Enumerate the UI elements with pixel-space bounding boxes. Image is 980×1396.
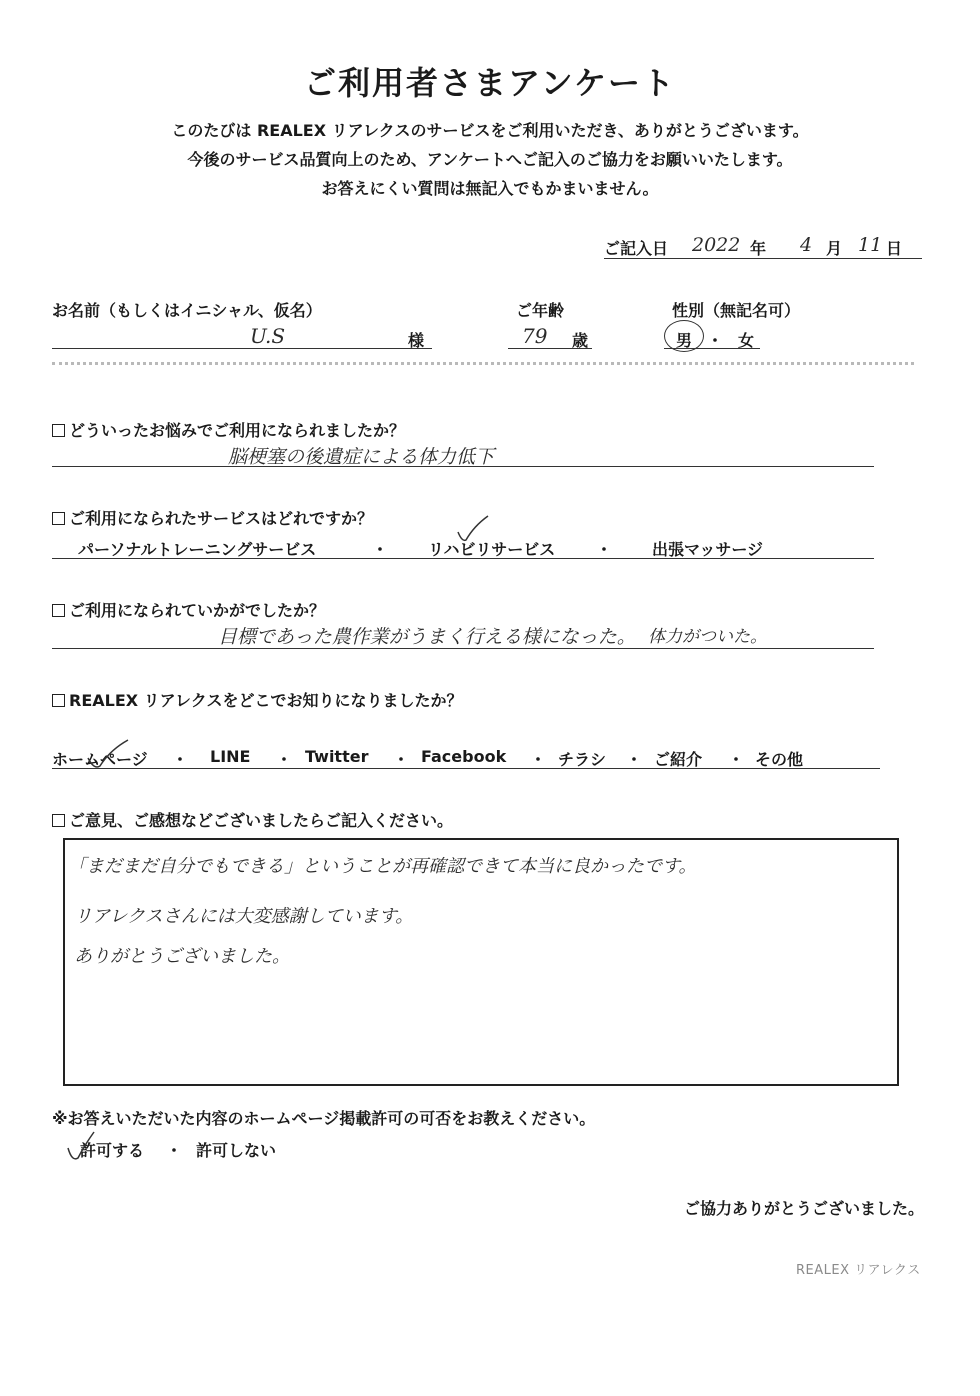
q2-underline bbox=[52, 558, 874, 559]
q3-underline bbox=[52, 648, 874, 649]
q2-separator: ・ bbox=[596, 540, 613, 559]
q4-option-other[interactable]: その他 bbox=[755, 750, 804, 769]
date-day-value[interactable]: 11 bbox=[858, 234, 883, 256]
thanks-message: ご協力ありがとうございました。 bbox=[684, 1199, 925, 1218]
age-underline bbox=[508, 348, 592, 349]
comment-line-3: ありがとうございました。 bbox=[74, 946, 290, 967]
checkbox-icon bbox=[52, 604, 65, 617]
name-suffix: 様 bbox=[408, 331, 425, 350]
q4-separator: ・ bbox=[393, 750, 410, 769]
intro-line-1: このたびは REALEX リアレクスのサービスをご利用いただき、ありがとうございます。 bbox=[171, 121, 809, 140]
q4-selected-checkmark bbox=[84, 736, 132, 772]
q2-option-personal-training[interactable]: パーソナルトレーニングサービス bbox=[78, 540, 317, 559]
q4-option-homepage[interactable]: ホームページ bbox=[52, 750, 148, 769]
permission-option-allow[interactable]: 許可する bbox=[80, 1141, 145, 1160]
q3-answer-1[interactable]: 目標であった農作業がうまく行える様になった。 bbox=[218, 626, 636, 648]
survey-title: ご利用者さまアンケート bbox=[303, 64, 677, 102]
gender-option-female[interactable]: 女 bbox=[738, 331, 755, 350]
q1-answer[interactable]: 脳梗塞の後遺症による体力低下 bbox=[228, 446, 495, 468]
q2-option-massage[interactable]: 出張マッサージ bbox=[652, 540, 764, 559]
age-unit: 歳 bbox=[572, 331, 589, 350]
date-year-unit: 年 bbox=[750, 239, 767, 258]
date-underline bbox=[604, 258, 922, 259]
q4-separator: ・ bbox=[530, 750, 547, 769]
intro-line-2: 今後のサービス品質向上のため、アンケートへご記入のご協力をお願いいたします。 bbox=[187, 150, 793, 169]
q3-answer-2[interactable]: 体力がついた。 bbox=[648, 627, 767, 647]
date-year-value[interactable]: 2022 bbox=[692, 234, 741, 256]
q5-question: ご意見、ご感想などございましたらご記入ください。 bbox=[52, 808, 453, 831]
q4-option-flyer[interactable]: チラシ bbox=[558, 750, 607, 769]
q2-separator: ・ bbox=[372, 540, 389, 559]
q1-question: どういったお悩みでご利用になられましたか？ bbox=[52, 418, 405, 441]
checkbox-icon bbox=[52, 694, 65, 707]
q4-separator: ・ bbox=[626, 750, 643, 769]
q4-option-twitter[interactable]: Twitter bbox=[305, 747, 369, 766]
q4-question: REALEX リアレクスをどこでお知りになりましたか？ bbox=[52, 688, 463, 711]
gender-separator: ・ bbox=[707, 331, 724, 350]
gender-underline bbox=[664, 348, 760, 349]
q2-question: ご利用になられたサービスはどれですか？ bbox=[52, 506, 373, 529]
q4-underline bbox=[52, 768, 880, 769]
q4-option-line[interactable]: LINE bbox=[210, 747, 251, 766]
q4-option-facebook[interactable]: Facebook bbox=[421, 747, 507, 766]
q1-underline bbox=[52, 466, 874, 467]
date-day-unit: 日 bbox=[886, 239, 903, 258]
gender-label: 性別（無記名可） bbox=[672, 301, 801, 320]
section-divider bbox=[52, 362, 914, 365]
permission-option-deny[interactable]: 許可しない bbox=[196, 1141, 277, 1160]
name-underline bbox=[52, 348, 432, 349]
comment-line-1: 「まだまだ自分でもできる」ということが再確認できて本当に良かったです。 bbox=[68, 856, 697, 877]
date-month-value[interactable]: 4 bbox=[800, 234, 813, 256]
q4-separator: ・ bbox=[728, 750, 745, 769]
gender-option-male[interactable]: 男 bbox=[676, 331, 693, 350]
intro-line-3: お答えにくい質問は無記入でもかまいません。 bbox=[321, 179, 659, 198]
checkbox-icon bbox=[52, 424, 65, 437]
comment-line-2: リアレクスさんには大変感謝しています。 bbox=[74, 906, 414, 927]
permission-separator: ・ bbox=[166, 1141, 183, 1160]
q2-selected-checkmark bbox=[452, 512, 492, 548]
q4-separator: ・ bbox=[276, 750, 293, 769]
age-value[interactable]: 79 bbox=[522, 324, 548, 348]
checkbox-icon bbox=[52, 512, 65, 525]
name-value[interactable]: U.S bbox=[250, 324, 286, 348]
footer-brand: REALEX リアレクス bbox=[796, 1263, 921, 1278]
permission-selected-checkmark bbox=[64, 1128, 98, 1166]
q4-separator: ・ bbox=[172, 750, 189, 769]
q2-option-rehabilitation[interactable]: リハビリサービス bbox=[428, 540, 556, 559]
q4-option-referral[interactable]: ご紹介 bbox=[654, 750, 703, 769]
permission-question: ※お答えいただいた内容のホームページ掲載許可の可否をお教えください。 bbox=[52, 1109, 596, 1128]
checkbox-icon bbox=[52, 814, 65, 827]
name-label: お名前（もしくはイニシャル、仮名） bbox=[52, 301, 322, 320]
date-label: ご記入日 bbox=[604, 239, 669, 258]
q3-question: ご利用になられていかがでしたか？ bbox=[52, 598, 325, 621]
date-month-unit: 月 bbox=[826, 239, 843, 258]
age-label: ご年齢 bbox=[516, 301, 565, 320]
